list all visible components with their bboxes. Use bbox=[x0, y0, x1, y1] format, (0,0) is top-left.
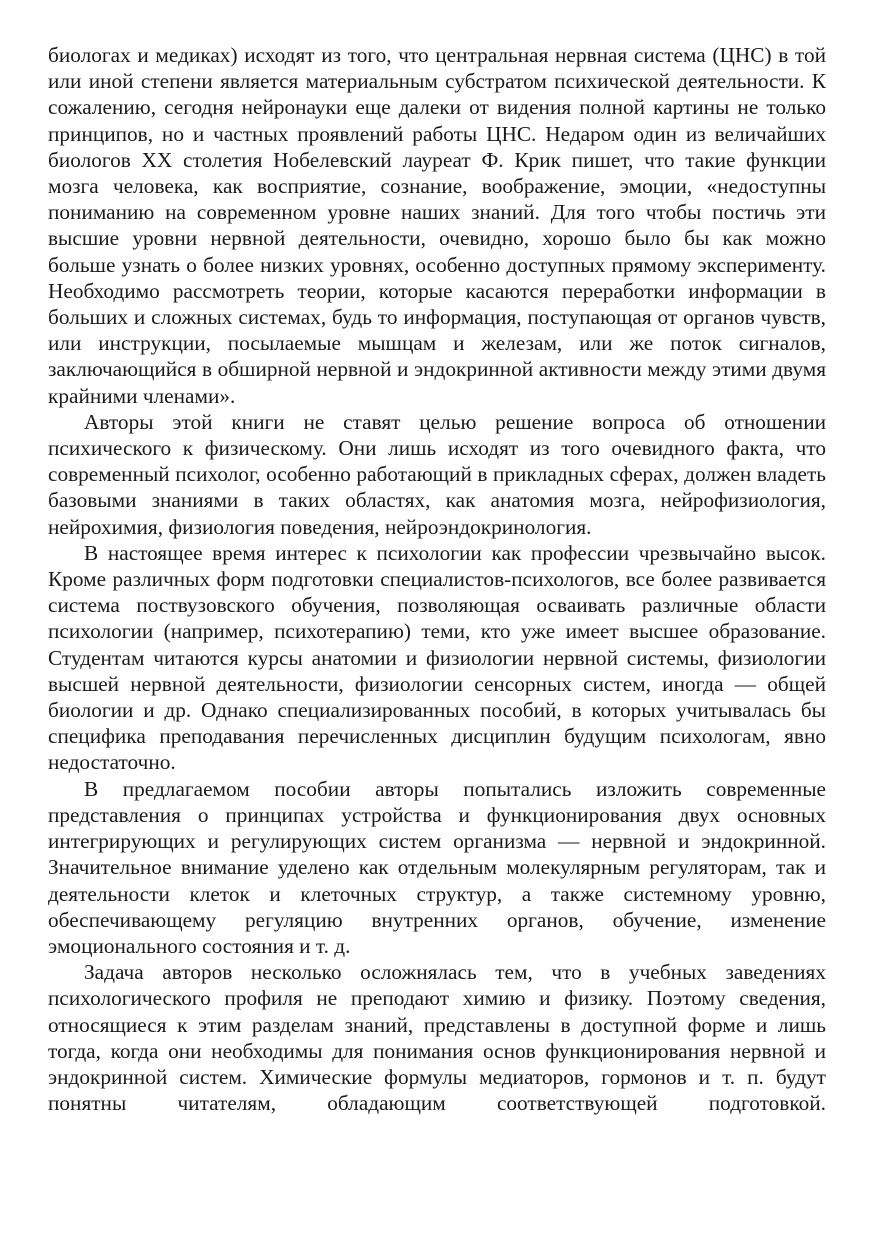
paragraph-interest-in-psychology: В настоящее время интерес к психологии как профессии чрезвычайно высок. Кроме различных форм подготовки специалистов-психологов, все более развивается система поствузовского обучения, позволяющая осваивать различные области психологии (например, психотерапию) теми, кто уже имеет высшее образование. Студентам читаются курсы анатомии и физиологии нервной системы, физиологии высшей нервной деятельности, физиологии сенсорных систем, иногда — общей биологии и др. Однако специализированных пособий, в которых учитывалась бы специфика преподавания перечисленных дисциплин будущим психологам, явно недостаточно. bbox=[48, 540, 826, 775]
paragraph-continuation: биологах и медиках) исходят из того, что центральная нервная система (ЦНС) в той или иной степени является материальным субстратом психической деятельности. К сожалению, сегодня нейронауки еще далеки от видения полной картины не только принципов, но и частных проявлений работы ЦНС. Недаром один из величайших биологов XX столетия Нобелевский лауреат Ф. Крик пишет, что такие функции мозга человека, как восприятие, сознание, воображение, эмоции, «недоступны пониманию на современном уровне наших знаний. Для того чтобы постичь эти высшие уровни нервной деятельности, очевидно, хорошо было бы как можно больше узнать о более низких уровнях, особенно доступных прямому эксперименту. Необходимо рассмотреть теории, которые касаются переработки информации в больших и сложных системах, будь то информация, поступающая от органов чувств, или инструкции, посылаемые мышцам и железам, или же поток сигналов, заключающийся в обширной нервной и эндокринной активности между этими двумя крайними членами». bbox=[48, 43, 826, 408]
body-text bbox=[48, 42, 826, 1116]
paragraph-authors-aim: Авторы этой книги не ставят целью решение вопроса об отношении психического к физическому. Они лишь исходят из того очевидного факта, что современный психолог, особенно работающий в прикладных сферах, должен владеть базовыми знаниями в таких областях, как анатомия мозга, нейрофизиология, нейрохимия, физиология поведения, нейроэндокринология. bbox=[48, 409, 826, 539]
paragraph-manual-content: В предлагаемом пособии авторы попытались изложить современные представления о принципах устройства и функционирования двух основных интегрирующих и регулирующих систем организма — нервной и эндокринной. Значительное внимание уделено как отдельным молекулярным регуляторам, так и деятельности клеток и клеточных структур, а также системному уровню, обеспечивающему регуляцию внутренних органов, обучение, изменение эмоционального состояния и т. д. bbox=[48, 776, 826, 958]
paragraph-authors-task: Задача авторов несколько осложнялась тем, что в учебных заведениях психологического профиля не преподают химию и физику. Поэтому сведения, относящиеся к этим разделам знаний, представлены в доступной форме и лишь тогда, когда они необходимы для понимания основ функционирования нервной и эндокринной систем. Химические формулы медиаторов, гормонов и т. п. будут понятны читателям, обладающим соответствующей подготовкой. bbox=[48, 960, 826, 1116]
